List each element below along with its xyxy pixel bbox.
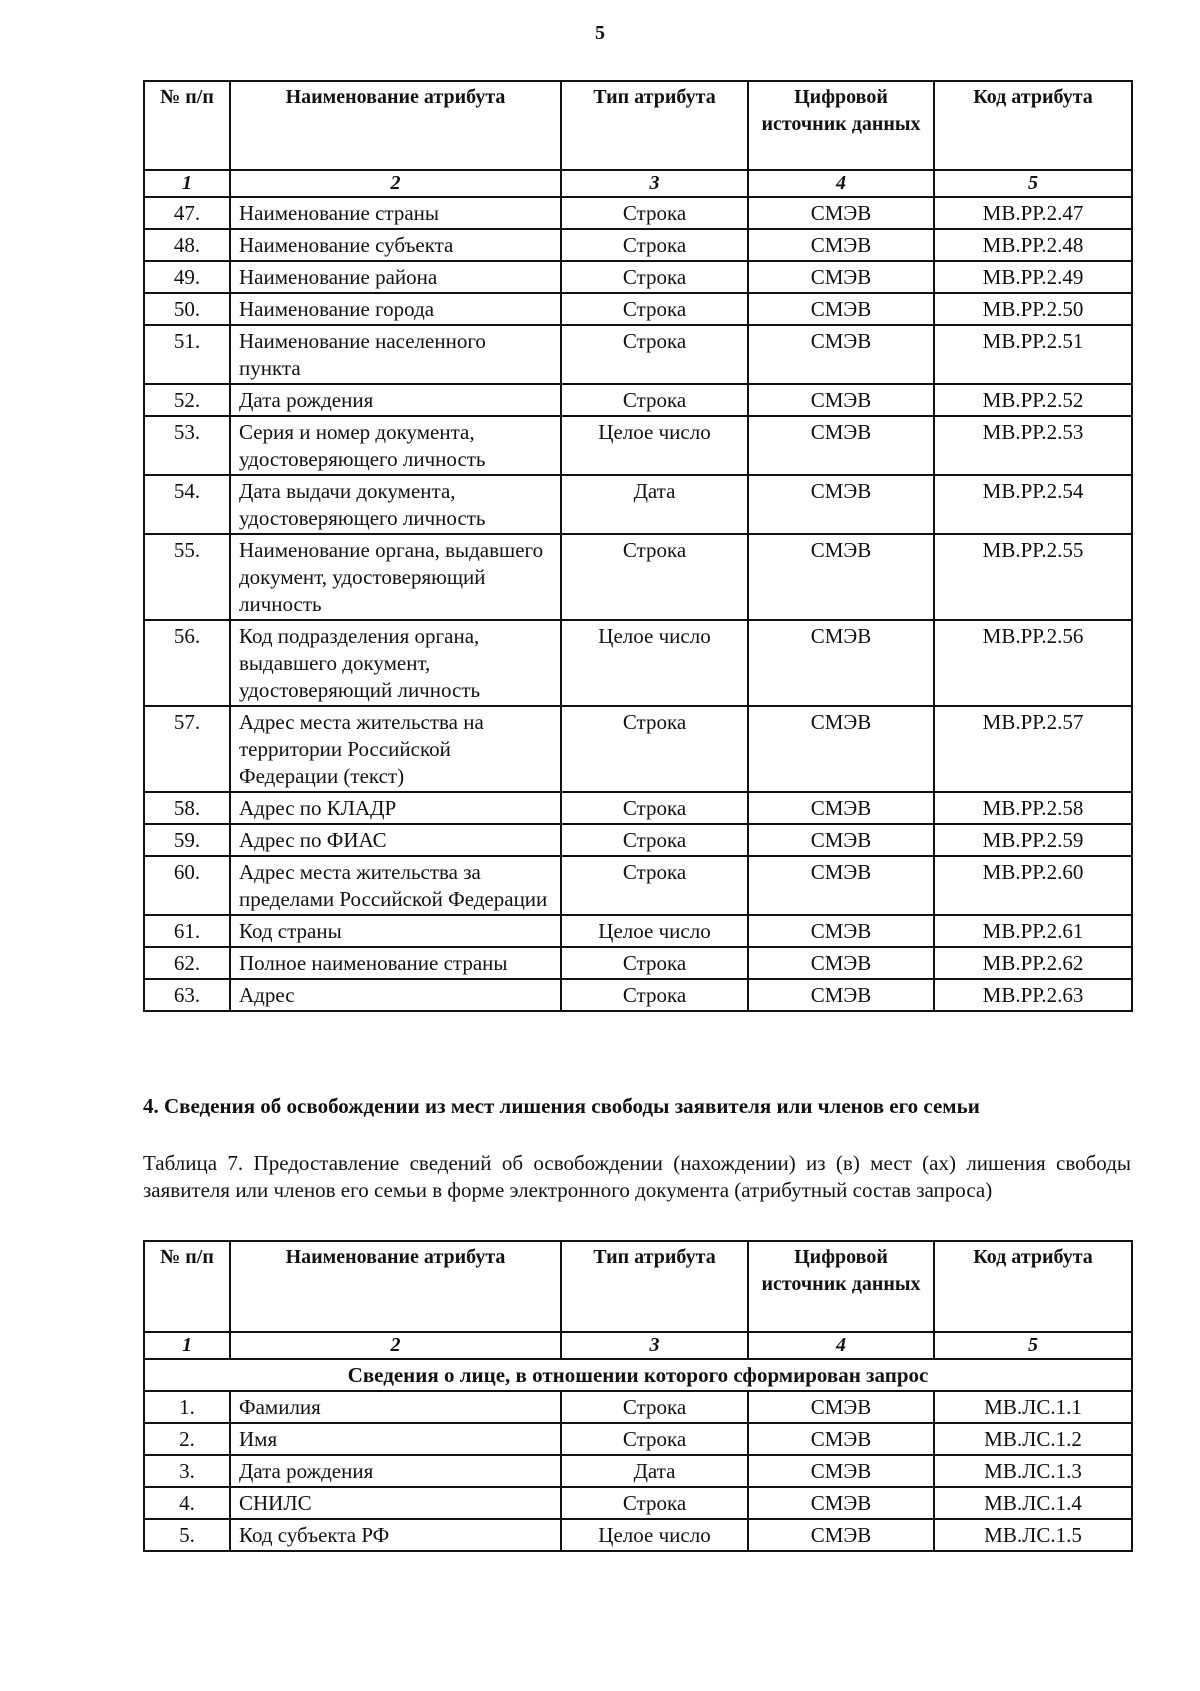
attribute-type: Строка	[561, 824, 748, 856]
header-data-source: Цифровой источник данных	[748, 81, 934, 170]
table-row	[144, 197, 1132, 229]
column-number: 4	[748, 1332, 934, 1359]
row-number: 50.	[144, 293, 230, 325]
attribute-name: Код страны	[230, 915, 561, 947]
column-number: 2	[230, 170, 561, 197]
attribute-name: Адрес	[230, 979, 561, 1011]
attribute-name: Код подразделения органа, выдавшего документ, удостоверяющий личность	[230, 620, 561, 706]
header-attribute-name: Наименование атрибута	[230, 1241, 561, 1332]
row-number: 1.	[144, 1391, 230, 1423]
row-number: 48.	[144, 229, 230, 261]
attribute-type: Строка	[561, 1423, 748, 1455]
header-data-source: Цифровой источник данных	[748, 1241, 934, 1332]
row-number: 4.	[144, 1487, 230, 1519]
attribute-name: Адрес по ФИАС	[230, 824, 561, 856]
table-row	[144, 384, 1132, 416]
data-source: СМЭВ	[748, 1455, 934, 1487]
attribute-type: Строка	[561, 947, 748, 979]
row-number: 63.	[144, 979, 230, 1011]
table-row	[144, 620, 1132, 706]
row-number: 60.	[144, 856, 230, 915]
data-source: СМЭВ	[748, 792, 934, 824]
row-number: 62.	[144, 947, 230, 979]
attribute-code: МВ.ЛС.1.1	[934, 1391, 1132, 1423]
attribute-name: Наименование города	[230, 293, 561, 325]
attribute-name: Адрес по КЛАДР	[230, 792, 561, 824]
attribute-name: Наименование органа, выдавшего документ, удостоверяющий личность	[230, 534, 561, 620]
table-section-row	[144, 1359, 1132, 1391]
attribute-code: МВ.РР.2.49	[934, 261, 1132, 293]
table-row	[144, 947, 1132, 979]
column-numbers-row	[144, 1332, 1132, 1359]
data-source: СМЭВ	[748, 1487, 934, 1519]
attribute-name: Наименование субъекта	[230, 229, 561, 261]
table-header-row	[144, 1241, 1132, 1332]
header-number: № п/п	[144, 81, 230, 170]
table-row	[144, 979, 1132, 1011]
data-source: СМЭВ	[748, 856, 934, 915]
header-attribute-type: Тип атрибута	[561, 1241, 748, 1332]
table-row	[144, 475, 1132, 534]
table-header-row	[144, 81, 1132, 170]
attribute-name: СНИЛС	[230, 1487, 561, 1519]
attribute-type: Целое число	[561, 416, 748, 475]
attribute-type: Строка	[561, 1487, 748, 1519]
row-number: 49.	[144, 261, 230, 293]
attribute-name: Серия и номер документа, удостоверяющего личность	[230, 416, 561, 475]
table-row	[144, 1487, 1132, 1519]
attribute-type: Строка	[561, 325, 748, 384]
attribute-code: МВ.РР.2.56	[934, 620, 1132, 706]
column-number: 1	[144, 1332, 230, 1359]
table-row	[144, 915, 1132, 947]
column-number: 3	[561, 1332, 748, 1359]
table-row	[144, 1455, 1132, 1487]
attribute-code: МВ.РР.2.60	[934, 856, 1132, 915]
data-source: СМЭВ	[748, 534, 934, 620]
attribute-code: МВ.ЛС.1.2	[934, 1423, 1132, 1455]
attribute-name: Наименование страны	[230, 197, 561, 229]
data-source: СМЭВ	[748, 416, 934, 475]
attribute-type: Строка	[561, 1391, 748, 1423]
row-number: 2.	[144, 1423, 230, 1455]
row-number: 54.	[144, 475, 230, 534]
attribute-name: Адрес места жительства за пределами Российской Федерации	[230, 856, 561, 915]
attribute-type: Строка	[561, 534, 748, 620]
column-number: 5	[934, 170, 1132, 197]
attribute-code: МВ.РР.2.53	[934, 416, 1132, 475]
header-attribute-name: Наименование атрибута	[230, 81, 561, 170]
data-source: СМЭВ	[748, 261, 934, 293]
attribute-name: Полное наименование страны	[230, 947, 561, 979]
attribute-code: МВ.РР.2.55	[934, 534, 1132, 620]
attributes-table-continued	[143, 80, 1133, 1012]
attribute-code: МВ.РР.2.57	[934, 706, 1132, 792]
row-number: 51.	[144, 325, 230, 384]
row-number: 55.	[144, 534, 230, 620]
attribute-code: МВ.ЛС.1.3	[934, 1455, 1132, 1487]
table-row	[144, 261, 1132, 293]
column-number: 2	[230, 1332, 561, 1359]
attribute-code: МВ.РР.2.61	[934, 915, 1132, 947]
attribute-type: Строка	[561, 197, 748, 229]
table-row	[144, 824, 1132, 856]
attribute-code: МВ.РР.2.48	[934, 229, 1132, 261]
attribute-code: МВ.РР.2.59	[934, 824, 1132, 856]
attribute-name: Дата выдачи документа, удостоверяющего личность	[230, 475, 561, 534]
attribute-code: МВ.РР.2.52	[934, 384, 1132, 416]
attribute-name: Имя	[230, 1423, 561, 1455]
attribute-name: Дата рождения	[230, 1455, 561, 1487]
attribute-name: Дата рождения	[230, 384, 561, 416]
table-row	[144, 792, 1132, 824]
row-number: 52.	[144, 384, 230, 416]
table-body	[144, 197, 1132, 1011]
data-source: СМЭВ	[748, 384, 934, 416]
attribute-type: Строка	[561, 384, 748, 416]
table-section-title: Сведения о лице, в отношении которого сформирован запрос	[144, 1359, 1132, 1391]
attribute-name: Наименование района	[230, 261, 561, 293]
table-row	[144, 293, 1132, 325]
header-attribute-code: Код атрибута	[934, 1241, 1132, 1332]
attribute-type: Дата	[561, 475, 748, 534]
data-source: СМЭВ	[748, 293, 934, 325]
table-row	[144, 325, 1132, 384]
table-row	[144, 229, 1132, 261]
row-number: 53.	[144, 416, 230, 475]
row-number: 59.	[144, 824, 230, 856]
table-row	[144, 706, 1132, 792]
attribute-type: Целое число	[561, 1519, 748, 1551]
data-source: СМЭВ	[748, 620, 934, 706]
data-source: СМЭВ	[748, 947, 934, 979]
row-number: 58.	[144, 792, 230, 824]
attribute-type: Дата	[561, 1455, 748, 1487]
attribute-code: МВ.ЛС.1.5	[934, 1519, 1132, 1551]
data-source: СМЭВ	[748, 915, 934, 947]
table-caption: Таблица 7. Предоставление сведений об освобождении (нахождении) из (в) мест (ах) лишения свободы заявителя или членов его семьи в форме электронного документа (атрибутный состав запроса)	[143, 1151, 1131, 1202]
data-source: СМЭВ	[748, 475, 934, 534]
data-source: СМЭВ	[748, 325, 934, 384]
data-source: СМЭВ	[748, 229, 934, 261]
page-number: 5	[595, 22, 605, 44]
data-source: СМЭВ	[748, 824, 934, 856]
row-number: 47.	[144, 197, 230, 229]
header-attribute-code: Код атрибута	[934, 81, 1132, 170]
data-source: СМЭВ	[748, 1391, 934, 1423]
attribute-code: МВ.РР.2.62	[934, 947, 1132, 979]
attribute-type: Целое число	[561, 620, 748, 706]
section-heading: 4. Сведения об освобождении из мест лишения свободы заявителя или членов его семьи	[143, 1094, 980, 1118]
table-row	[144, 1519, 1132, 1551]
attribute-name: Адрес места жительства на территории Российской Федерации (текст)	[230, 706, 561, 792]
attribute-type: Строка	[561, 706, 748, 792]
data-source: СМЭВ	[748, 197, 934, 229]
column-number: 3	[561, 170, 748, 197]
attribute-type: Строка	[561, 261, 748, 293]
data-source: СМЭВ	[748, 706, 934, 792]
attribute-code: МВ.РР.2.58	[934, 792, 1132, 824]
attribute-code: МВ.РР.2.51	[934, 325, 1132, 384]
row-number: 5.	[144, 1519, 230, 1551]
attribute-name: Фамилия	[230, 1391, 561, 1423]
column-numbers-row	[144, 170, 1132, 197]
row-number: 3.	[144, 1455, 230, 1487]
attribute-type: Строка	[561, 792, 748, 824]
table-row	[144, 416, 1132, 475]
table-body	[144, 1391, 1132, 1551]
header-number: № п/п	[144, 1241, 230, 1332]
attribute-name: Наименование населенного пункта	[230, 325, 561, 384]
request-attributes-table	[143, 1240, 1133, 1552]
row-number: 57.	[144, 706, 230, 792]
attribute-type: Строка	[561, 229, 748, 261]
attribute-code: МВ.РР.2.47	[934, 197, 1132, 229]
attribute-type: Целое число	[561, 915, 748, 947]
row-number: 61.	[144, 915, 230, 947]
data-source: СМЭВ	[748, 1423, 934, 1455]
attribute-name: Код субъекта РФ	[230, 1519, 561, 1551]
column-number: 1	[144, 170, 230, 197]
data-source: СМЭВ	[748, 979, 934, 1011]
row-number: 56.	[144, 620, 230, 706]
data-source: СМЭВ	[748, 1519, 934, 1551]
attribute-type: Строка	[561, 293, 748, 325]
header-attribute-type: Тип атрибута	[561, 81, 748, 170]
column-number: 5	[934, 1332, 1132, 1359]
attribute-code: МВ.ЛС.1.4	[934, 1487, 1132, 1519]
attribute-code: МВ.РР.2.50	[934, 293, 1132, 325]
column-number: 4	[748, 170, 934, 197]
table-row	[144, 1423, 1132, 1455]
table-row	[144, 534, 1132, 620]
attribute-type: Строка	[561, 856, 748, 915]
attribute-code: МВ.РР.2.54	[934, 475, 1132, 534]
attribute-code: МВ.РР.2.63	[934, 979, 1132, 1011]
attribute-type: Строка	[561, 979, 748, 1011]
table-row	[144, 1391, 1132, 1423]
table-row	[144, 856, 1132, 915]
